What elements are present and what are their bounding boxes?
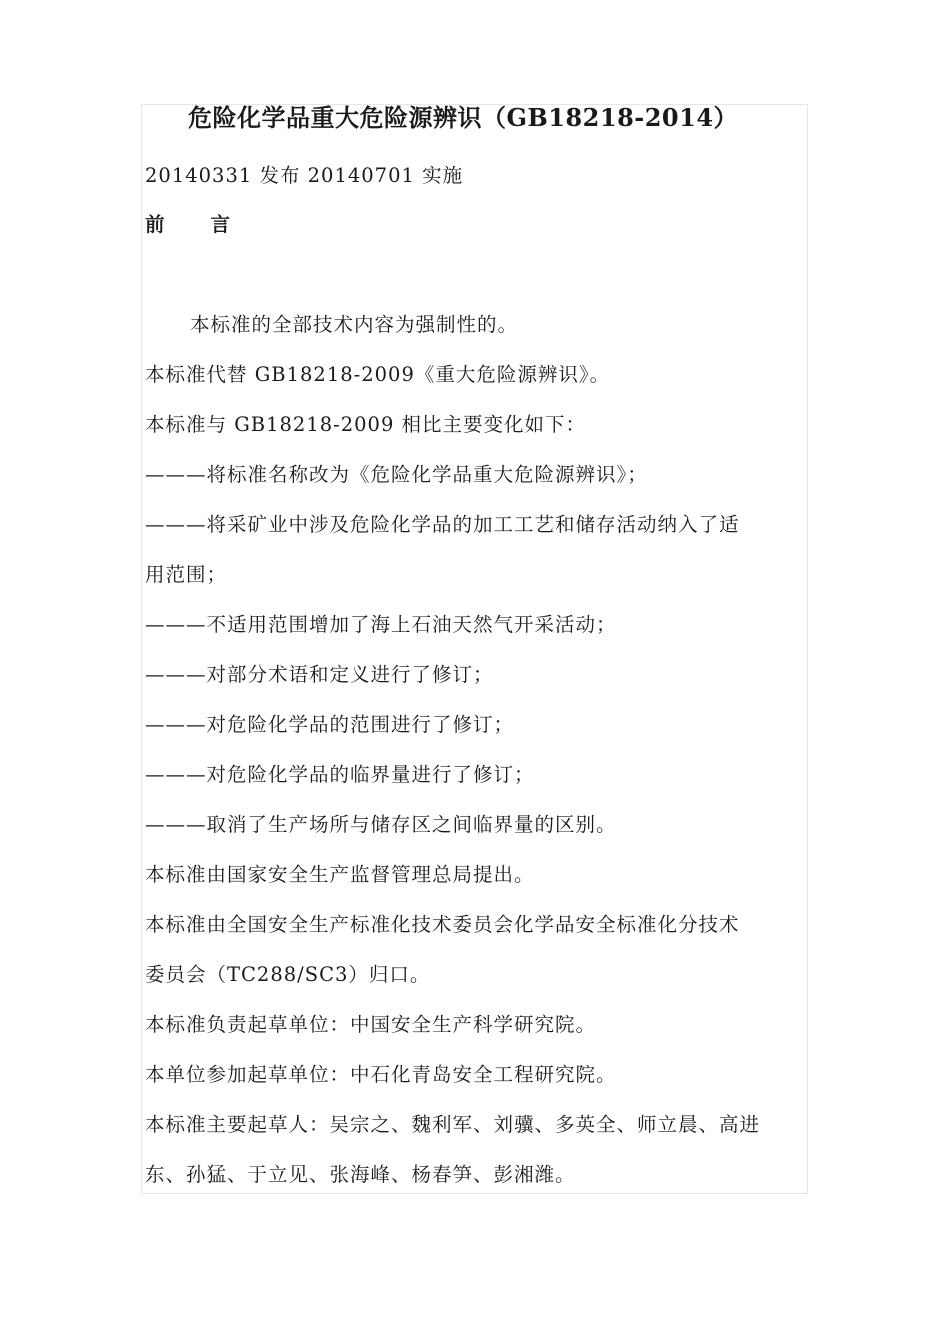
paragraph: 本标准的全部技术内容为强制性的。 — [190, 313, 519, 336]
paragraph: 本标准代替 GB18218-2009《重大危险源辨识》。 — [145, 363, 611, 386]
list-item: ———对危险化学品的临界量进行了修订； — [145, 763, 535, 786]
paragraph: 本标准负责起草单位：中国安全生产科学研究院。 — [145, 1013, 597, 1036]
heading-char-1: 前 — [145, 213, 165, 236]
list-item: ———对部分术语和定义进行了修订； — [145, 663, 494, 686]
paragraph-continuation: 委员会（TC288/SC3）归口。 — [145, 963, 431, 986]
publish-dates: 20140331 发布 20140701 实施 — [145, 164, 464, 187]
paragraph: 本单位参加起草单位：中石化青岛安全工程研究院。 — [145, 1063, 617, 1086]
paragraph: 本标准与 GB18218-2009 相比主要变化如下： — [145, 413, 587, 436]
list-item-continuation: 用范围； — [145, 563, 228, 586]
paragraph: 本标准主要起草人：吴宗之、魏利军、刘骥、多英全、师立晨、高进 — [145, 1113, 761, 1136]
list-item: ———对危险化学品的范围进行了修订； — [145, 713, 515, 736]
list-item: ———不适用范围增加了海上石油天然气开采活动； — [145, 613, 617, 636]
paragraph-continuation: 东、孙猛、于立见、张海峰、杨春笋、彭湘潍。 — [145, 1163, 576, 1186]
list-item: ———取消了生产场所与储存区之间临界量的区别。 — [145, 813, 617, 836]
section-heading-foreword — [145, 209, 230, 237]
document-title: 危险化学品重大危险源辨识（GB18218-2014） — [188, 103, 739, 132]
paragraph: 本标准由全国安全生产标准化技术委员会化学品安全标准化分技术 — [145, 913, 740, 936]
paragraph: 本标准由国家安全生产监督管理总局提出。 — [145, 863, 535, 886]
list-item: ———将标准名称改为《危险化学品重大危险源辨识》； — [145, 463, 648, 486]
list-item: ———将采矿业中涉及危险化学品的加工工艺和储存活动纳入了适 — [145, 513, 740, 536]
heading-char-2: 言 — [210, 213, 231, 236]
